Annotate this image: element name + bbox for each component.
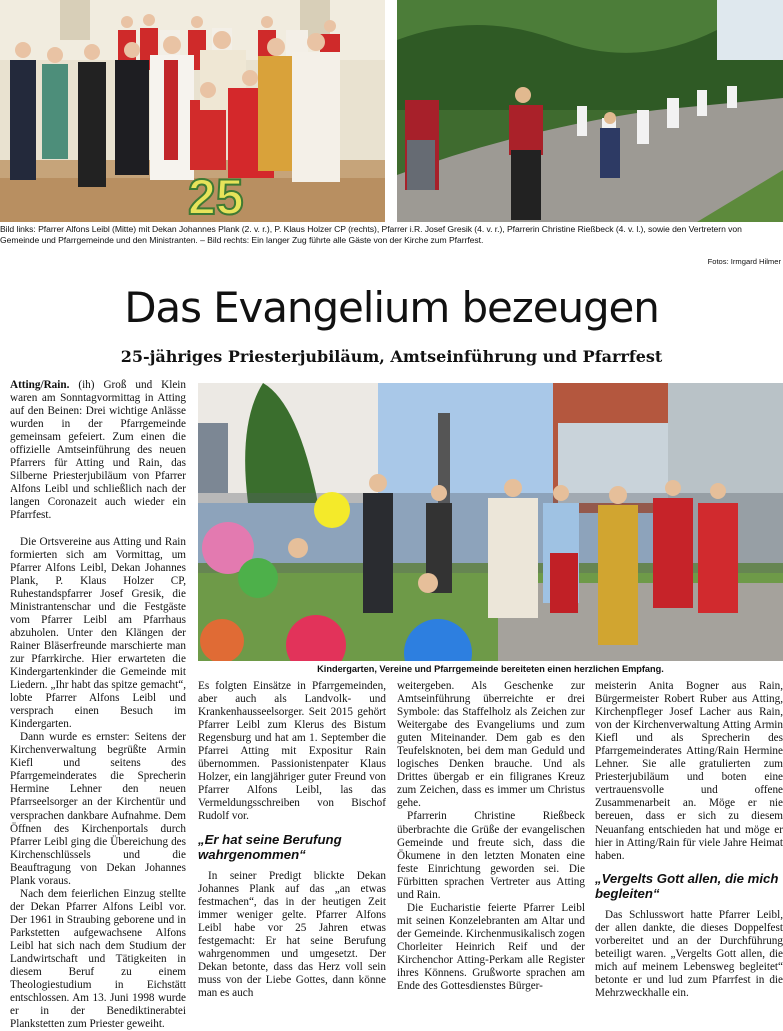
paragraph: Das Schlusswort hatte Pfarrer Leibl, der allen dankte, die dieses Doppelfest vorbereitet und an der Durchführung beteiligt waren. „Vergelts Gott allen, die mich auf meinem Lebensweg begleitet“ betonte er und lud zum Pfarrfest in die Mehrzweckhalle ein.	[595, 908, 783, 999]
photo-procession	[397, 0, 783, 222]
photo-credit: Fotos: Irmgard Hilmer	[707, 257, 781, 266]
paragraph: Die Ortsvereine aus Atting und Rain formierten sich am Vormittag, um Pfarrer Alfons Leibl, Dekan Johannes Plank, P. Klaus Holzer CP, Ruhestandspfarrer Josef Gresik, die Ministrantenschar und die Festgäste vom Pfarrer Leibl am Pfarrhaus abzuholen. Unter den Klängen der Rainer Bläserfreunde marschierte man zur Pfarrkirche. Hier erwarteten die Kindergartenkinder die Gemeinde mit Liedern. „Ihr habt das spitze gemacht“, lobte Pfarrer Alfons Leibl und versprach einen Besuch im Kindergarten.	[10, 535, 186, 731]
photo-caption-middle: Kindergarten, Vereine und Pfarrgemeinde bereiteten einen herzlichen Empfang.	[317, 664, 664, 674]
paragraph: weitergeben. Als Geschenke zur Amtseinführung überreichte er drei Symbole: das Staffelholz als Zeichen zur Weitergabe des Evangeliums und zum guten Miteinander. Dem gab es den Teufelsknoten, bei dem man Geduld und logisches Denken brauche. Und als Drittes übergab er ein filigranes Kreuz zum Zeichen, dass es immer um Christus gehe.	[397, 680, 585, 810]
paragraph: Die Eucharistie feierte Pfarrer Leibl mit seinen Konzelebranten am Altar und der Gemeinde. Kirchenmusikalisch zogen Chorleiter Heinrich Reif und der Kirchenchor Atting-Perkam alle Register ihres Könnens. Grußworte sprachen am Ende des Gottesdienstes Bürger-	[397, 901, 585, 993]
photo-group-church	[0, 0, 385, 222]
paragraph: Dann wurde es ernster: Seitens der Kirchenverwaltung begrüßte Armin Kiefl und seitens des Pfarrgemeinderates die Sprecherin Hermine Lehner den neuen Pfarrseelsorger an der Kirchentür und versprachen dankbare Aufnahme. Dem Öffnen des Kirchenportals durch Pfarrer Leibl ging die Übereichung des Kirchenschlüssels und die Beauftragung von Dekan Johannes Plank voraus.	[10, 731, 186, 887]
article-column-4	[595, 680, 783, 1000]
anniversary-flower-number: 25	[188, 169, 244, 222]
subheading: „Er hat seine Berufung wahrgenommen“	[198, 831, 342, 862]
paragraph: Pfarrerin Christine Rießbeck überbrachte die Grüße der evangelischen Gemeinde und freute sich, dass die Ökumene in den letzten Monaten eine feste Einrichtung geworden sei. Die Fürbitten sprachen Vertreter aus Atting und Rain.	[397, 810, 585, 901]
article-column-1	[10, 379, 186, 1031]
photo-caption-top: Bild links: Pfarrer Alfons Leibl (Mitte) mit Dekan Johannes Plank (2. v. r.), P. Klaus Holzer CP (rechts), Pfarrer i.R. Josef Gresik (4. v. r.), Pfarrerin Christine Rießbeck (4. v. l.), sowie den Vertretern von Gemeinde und Pfarrgemeinde und den Ministranten. – Bild rechts: Ein langer Zug führte alle Gäste von der Kirche zum Pfarrfest.	[0, 224, 742, 246]
paragraph: (ih) Groß und Klein waren am Sonntagvormittag in Atting auf den Beinen: Drei wichtige Anlässe wurden in der Pfarrgemeinde gemeinsam gefeiert. Zum einen die offizielle Amtseinführung des neuen Pfarrers für Atting und Rain, das Silberne Priesterjubiläum von Pfarrer Alfons Leibl und schließlich nach der langen Coronazeit auch wieder ein Pfarrfest.	[10, 379, 186, 522]
article-column-3	[397, 680, 585, 993]
paragraph: Es folgten Einsätze in Pfarrgemeinden, aber auch als Landvolk- und Krankenhausseelsorger. Seit 2015 gehört Pfarrer Leibl zum Klerus des Bistum Regensburg und hat am 1. September die Pfarrei Atting mit Expositur Rain übernommen. Passionistenpater Klaus Holzer, ein langjähriger guter Freund von Pfarrer Alfons Leibl, las das Vermeldungsschreiben von Bischof Rudolf vor.	[198, 680, 386, 823]
dateline: Atting/Rain.	[10, 379, 70, 391]
article-column-2	[198, 680, 386, 1000]
article-subheadline: 25-jähriges Priesterjubiläum, Amtseinführung und Pfarrfest	[120, 347, 663, 366]
paragraph: meisterin Anita Bogner aus Rain, Bürgermeister Robert Ruber aus Atting, Kirchenpfleger Josef Lacher aus Rain, von der Kirchenverwaltung Atting Armin Kiefl und als Sprecherin des Pfarrgemeinderates Atting/Rain Hermine Lehner. Sie alle gratulierten zum Priesterjubiläum und boten eine vertrauensvolle und offene Zusammenarbeit an. Möge er nie bereuen, dass er sich zu diesem Neuanfang entschieden hat und möge er hier in Atting/Rain für viele Jahre Heimat haben.	[595, 680, 783, 862]
paragraph: Nach dem feierlichen Einzug stellte der Dekan Pfarrer Alfons Leibl vor. Der 1961 in Straubing geborene und in Parkstetten aufgewachsene Alfons Leibl hat sich nach dem Studium der Landwirtschaft und Tätigkeiten in diesem Beruf zu einem Theologiestudium in Eichstätt entschlossen. Am 13. Juni 1998 wurde er in der Benediktinerabtei Plankstetten zum Priester geweiht.	[10, 887, 186, 1031]
photo-reception	[198, 383, 783, 661]
paragraph: In seiner Predigt blickte Dekan Johannes Plank auf das „an etwas festmachen“, das in der heutigen Zeit immer weniger gelte. Pfarrer Alfons Leibl habe vor 25 Jahren etwas festgemacht: Er hat seine Berufung wahrgenommen und umgesetzt. Der Dekan betonte, dass das Herz voll sein muss von der Liebe Gottes, dann könne man es auch	[198, 869, 386, 999]
subheading: „Vergelts Gott allen, die mich begleiten“	[595, 870, 779, 901]
article-headline: Das Evangelium bezeugen	[124, 283, 659, 332]
